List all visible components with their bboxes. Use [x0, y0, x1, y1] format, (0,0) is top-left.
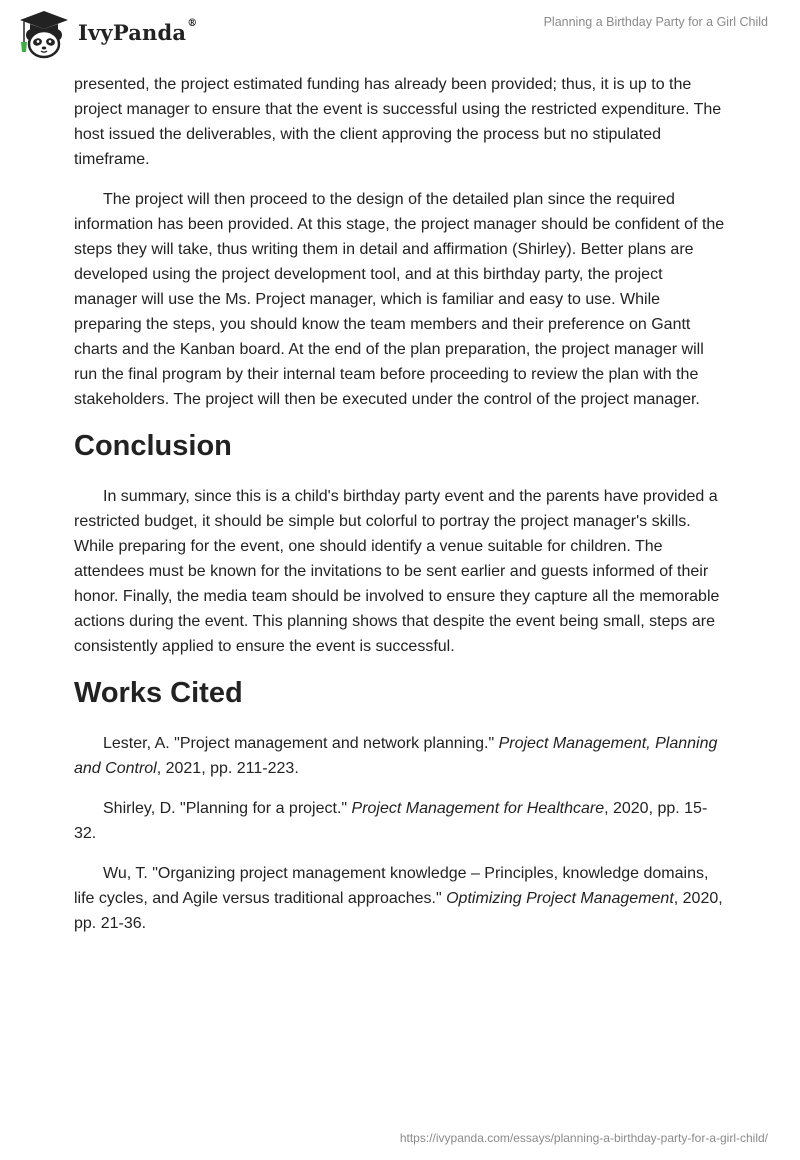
paragraph-continued: presented, the project estimated funding has already been provided; thus, it is up to the project manager to ensure that the event is successful using the restricted expenditure. The host issued the deliverables, with the client approving the process but no stipulated timeframe.: [74, 76, 722, 168]
conclusion-heading: Conclusion: [74, 430, 232, 462]
paragraph-conclusion: In summary, since this is a child's birthday party event and the parents have provided a restricted budget, it should be simple but colorful to portray the project manager's skills. While preparing for the event, one should identify a venue suitable for children. The attendees must be known for the invitations to be sent earlier and guests informed of their honor. Finally, the media team should be involved to ensure they capture all the memorable actions during the event. This planning shows that despite the event being small, steps are consistently applied to ensure the event is successful.: [74, 488, 720, 655]
document-title: Planning a Birthday Party for a Girl Child: [543, 15, 768, 29]
citation-lester: [74, 731, 726, 781]
citation-details: , 2020, pp. 15-32.: [74, 800, 708, 842]
citation-text: Shirley, D. "Planning for a project.": [103, 800, 352, 817]
brand-text: IvyPanda: [78, 20, 187, 45]
citation-text: Lester, A. "Project management and network planning.": [103, 735, 499, 752]
citation-shirley: [74, 796, 726, 846]
citation-source-title: Project Management, Planning and Control: [74, 735, 718, 777]
citation-details: , 2021, pp. 211-223.: [156, 760, 299, 777]
citation-wu: [74, 861, 726, 936]
citation-details: , 2020, pp. 21-36.: [74, 890, 723, 932]
page-header: [0, 0, 800, 70]
citation-text: Wu, T. "Organizing project management knowledge – Principles, knowledge domains, life cycles, and Agile versus traditional approaches.": [74, 865, 709, 907]
source-url-link[interactable]: https://ivypanda.com/essays/planning-a-birthday-party-for-a-girl-child/: [399, 1131, 768, 1145]
registered-mark: ®: [187, 18, 198, 29]
citation-source-title: Optimizing Project Management: [446, 890, 674, 907]
brand-name[interactable]: [78, 20, 197, 45]
works-cited-heading: Works Cited: [74, 677, 243, 709]
essay-content: [74, 72, 726, 951]
citation-source-title: Project Management for Healthcare: [351, 800, 605, 817]
paragraph-detailed-plan: The project will then proceed to the design of the detailed plan since the required information has been provided. At this stage, the project manager should be confident of the steps they will take, thus writing them in detail and affirmation (Shirley). Better plans are developed using the project development tool, and at this birthday party, the project manager will use the Ms. Project manager, which is familiar and easy to use. While preparing the steps, you should know the team members and their preference on Gantt charts and the Kanban board. At the end of the plan preparation, the project manager will run the final program by their internal team before proceeding to review the plan with the stakeholders. The project will then be executed under the control of the project manager.: [74, 191, 725, 408]
ivypanda-logo-icon[interactable]: [12, 8, 76, 60]
